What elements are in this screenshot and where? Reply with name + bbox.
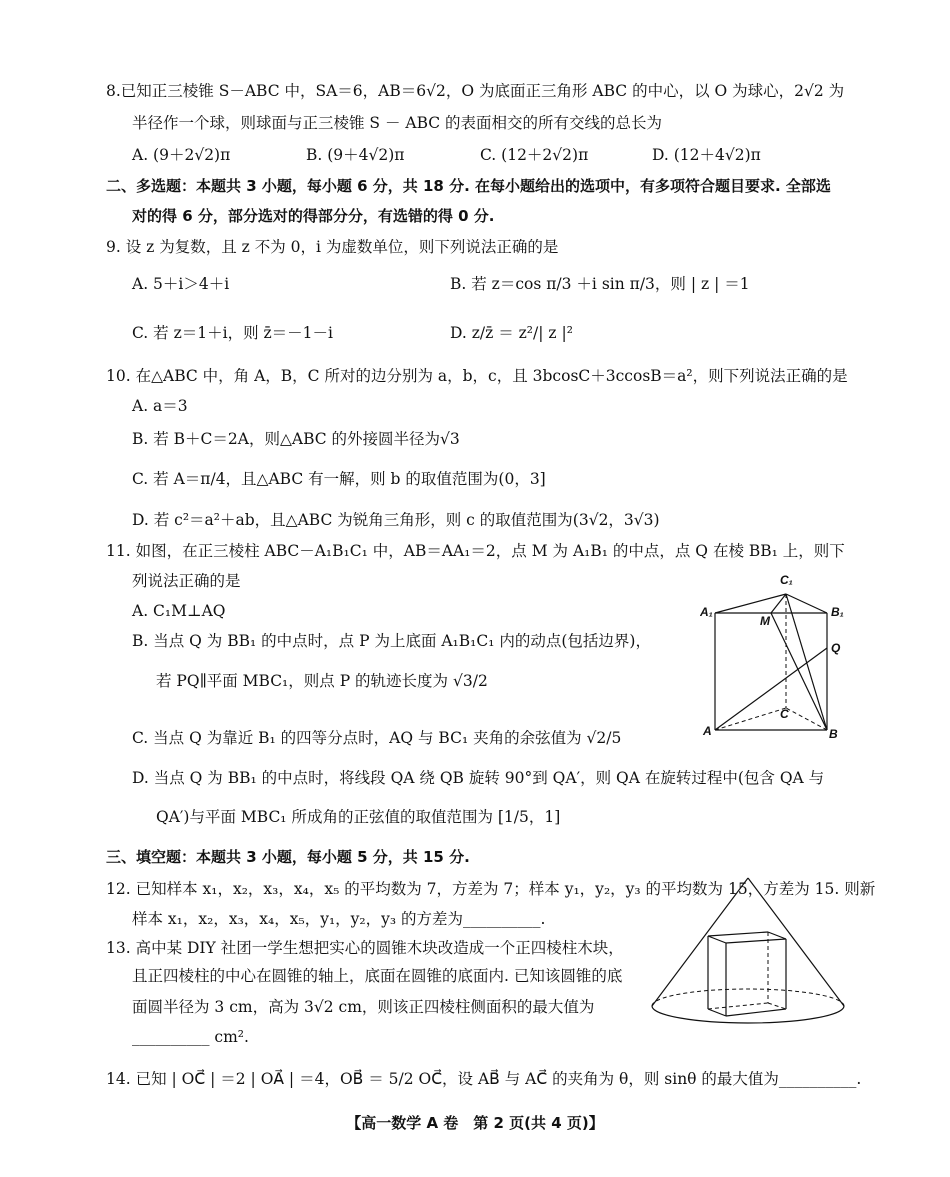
label-m: M bbox=[760, 614, 770, 628]
cone-base-front bbox=[652, 1006, 844, 1023]
label-a: A bbox=[703, 724, 712, 738]
q11-option-d-line1: D. 当点 Q 为 BB₁ 的中点时，将线段 QA 绕 QB 旋转 90°到 QA′，则 QA 在旋转过程中(包含 QA 与 bbox=[132, 769, 825, 787]
prism-bottom-back-hidden bbox=[708, 1003, 768, 1009]
q11-option-d-line2: QA′)与平面 MBC₁ 所成角的正弦值的取值范围为 [1/5，1] bbox=[156, 808, 561, 826]
cone-right-generatrix bbox=[748, 878, 844, 1006]
prism-figure bbox=[700, 568, 850, 743]
q11-option-c: C. 当点 Q 为靠近 B₁ 的四等分点时，AQ 与 BC₁ 夹角的余弦值为 √2/5 bbox=[132, 729, 622, 747]
q12-line2: 样本 x₁，x₂，x₃，x₄，x₅，y₁，y₂，y₃ 的方差为__________. bbox=[132, 910, 546, 928]
section2-line1: 二、多选题：本题共 3 小题，每小题 6 分，共 18 分. 在每小题给出的选项中，有多项符合题目要求. 全部选 bbox=[106, 177, 831, 195]
edge-ac-hidden bbox=[715, 708, 786, 730]
label-c1: C₁ bbox=[780, 573, 793, 587]
q12-line1: 12. 已知样本 x₁，x₂，x₃，x₄，x₅ 的平均数为 7，方差为 7；样本 y₁，y₂，y₃ 的平均数为 15，方差为 15. 则新 bbox=[106, 880, 876, 898]
edge-b1c1 bbox=[786, 594, 827, 613]
prism-bottom-right-hidden bbox=[768, 1003, 786, 1009]
q14-line1: 14. 已知 | OC⃗ | ＝2 | OA⃗ | ＝4，OB⃗ ＝ 5/2 OC⃗，设 AB⃗ 与 AC⃗ 的夹角为 θ，则 sinθ 的最大值为__________. bbox=[106, 1070, 862, 1088]
prism-bottom-left bbox=[708, 1009, 726, 1016]
q10-stem: 10. 在△ABC 中，角 A，B，C 所对的边分别为 a，b，c，且 3bcosC＋3ccosB＝a²，则下列说法正确的是 bbox=[106, 367, 848, 385]
q13-line4: __________ cm². bbox=[132, 1028, 249, 1046]
segment-aq bbox=[715, 648, 827, 730]
q9-option-c: C. 若 z＝1＋i，则 z̄＝－1－i bbox=[132, 324, 333, 342]
page-footer: 【高一数学 A 卷 第 2 页(共 4 页)】 bbox=[346, 1114, 604, 1132]
q10-option-b: B. 若 B＋C＝2A，则△ABC 的外接圆半径为√3 bbox=[132, 430, 460, 448]
q11-stem-line2: 列说法正确的是 bbox=[132, 572, 241, 590]
label-c: C bbox=[780, 707, 789, 721]
q13-line2: 且正四棱柱的中心在圆锥的轴上，底面在圆锥的底面内. 已知该圆锥的底 bbox=[132, 967, 623, 985]
q13-line3: 面圆半径为 3 cm，高为 3√2 cm，则该正四棱柱侧面积的最大值为 bbox=[132, 998, 595, 1016]
q8-option-a: A. (9＋2√2)π bbox=[132, 146, 231, 164]
label-q: Q bbox=[831, 641, 841, 655]
q11-option-b-line2: 若 PQ∥平面 MBC₁，则点 P 的轨迹长度为 √3/2 bbox=[156, 672, 488, 690]
q8-option-d: D. (12＋4√2)π bbox=[652, 146, 761, 164]
q9-option-a: A. 5＋i＞4＋i bbox=[132, 275, 230, 293]
prism-top-back bbox=[708, 932, 768, 936]
q11-option-b-line1: B. 当点 Q 为 BB₁ 的中点时，点 P 为上底面 A₁B₁C₁ 内的动点(包括边界)， bbox=[132, 632, 651, 650]
label-a1: A₁ bbox=[700, 605, 713, 619]
q8-line1: 8.已知正三棱锥 S－ABC 中，SA＝6，AB＝6√2，O 为底面正三角形 ABC 的中心，以 O 为球心，2√2 为 bbox=[106, 82, 845, 100]
label-b1: B₁ bbox=[831, 605, 844, 619]
q13-line1: 13. 高中某 DIY 社团一学生想把实心的圆锥木块改造成一个正四棱柱木块， bbox=[106, 939, 624, 957]
label-b: B bbox=[829, 727, 838, 741]
prism-top-right bbox=[768, 932, 786, 939]
q9-option-d: D. z/z̄ ＝ z²/| z |² bbox=[450, 324, 573, 342]
q10-option-c: C. 若 A＝π/4，且△ABC 有一解，则 b 的取值范围为(0，3] bbox=[132, 470, 546, 488]
edge-a1c1 bbox=[715, 594, 786, 613]
section2-line2: 对的得 6 分，部分选对的得部分分，有选错的得 0 分. bbox=[132, 207, 495, 225]
q8-option-c: C. (12＋2√2)π bbox=[480, 146, 589, 164]
section3-title: 三、填空题：本题共 3 小题，每小题 5 分，共 15 分. bbox=[106, 848, 470, 866]
prism-bottom-front bbox=[726, 1009, 786, 1016]
q10-option-a: A. a＝3 bbox=[132, 397, 188, 415]
q9-stem: 9. 设 z 为复数，且 z 不为 0，i 为虚数单位，则下列说法正确的是 bbox=[106, 238, 559, 256]
segment-c1b bbox=[786, 594, 827, 730]
q11-option-a: A. C₁M⊥AQ bbox=[132, 602, 226, 620]
q10-option-d: D. 若 c²＝a²＋ab，且△ABC 为锐角三角形，则 c 的取值范围为(3√2，3√3) bbox=[132, 511, 660, 529]
q9-option-b: B. 若 z＝cos π/3 ＋i sin π/3，则 | z | ＝1 bbox=[450, 275, 750, 293]
q8-line2: 半径作一个球，则球面与正三棱锥 S － ABC 的表面相交的所有交线的总长为 bbox=[132, 114, 663, 132]
prism-top-front bbox=[726, 939, 786, 943]
q8-option-b: B. (9＋4√2)π bbox=[306, 146, 405, 164]
q11-stem-line1: 11. 如图，在正三棱柱 ABC－A₁B₁C₁ 中，AB＝AA₁＝2，点 M 为 A₁B₁ 的中点，点 Q 在棱 BB₁ 上，则下 bbox=[106, 542, 845, 560]
cone-figure bbox=[648, 873, 848, 1028]
cone-base-back-hidden bbox=[652, 989, 844, 1006]
prism-top-left bbox=[708, 936, 726, 943]
